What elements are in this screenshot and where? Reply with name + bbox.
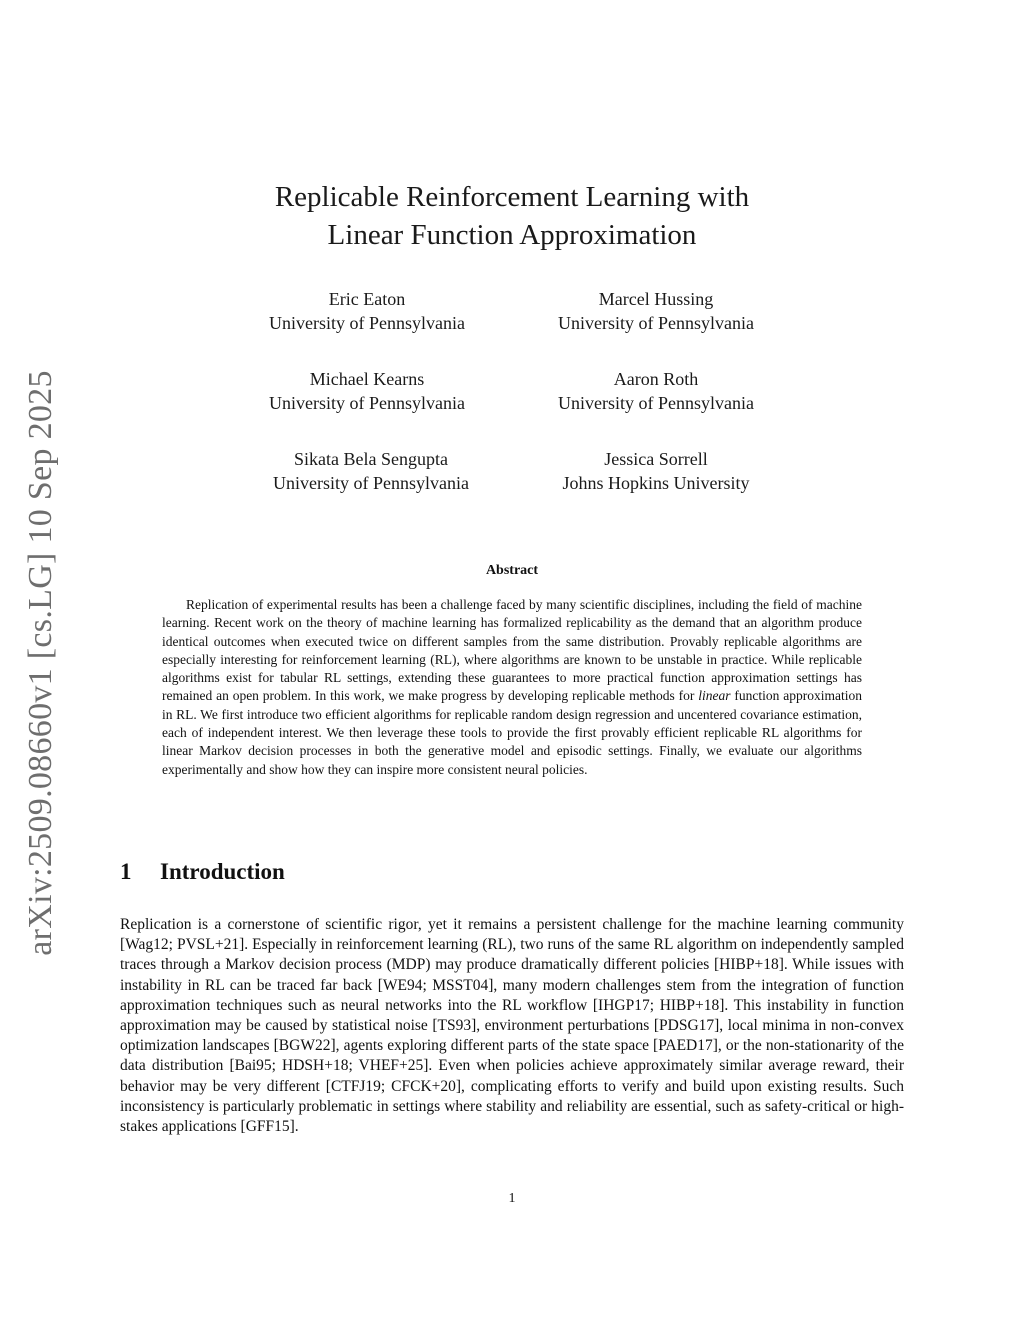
section-heading: [120, 856, 285, 888]
arxiv-identifier-text: arXiv:2509.08660v1 [cs.LG] 10 Sep 2025: [22, 370, 59, 956]
author-affiliation: University of Pennsylvania: [558, 393, 754, 413]
author-name: Eric Eaton: [328, 289, 406, 309]
author-block: [511, 367, 801, 415]
abstract-heading: Abstract: [485, 563, 539, 578]
author-name: Sikata Bela Sengupta: [294, 449, 448, 469]
abstract-text: [162, 596, 862, 779]
introduction-paragraph: Replication is a cornerstone of scientific rigor, yet it remains a persistent challenge for the machine learning community [Wag12; PVSL+21]. Especially in reinforcement learning (RL), two runs of the same RL algorithm on independently sampled traces through a Markov decision process (MDP) may produce dramatically different policies [HIBP+18]. While issues with instability in RL can be traced far back [WE94; MSST04], many modern challenges stem from the integration of function approximation techniques such as neural networks into the RL workflow [IHGP17; HIBP+18]. This instability in function approximation may be caused by statistical noise [TS93], environment perturbations [PDSG17], local minima in non-convex optimization landscapes [BGW22], agents exploring different parts of the state space [PAED17], or the non-stationarity of the data distribution [Bai95; HDSH+18; VHEF+25]. Even when policies achieve approximately similar average reward, their behavior may be very different [CTFJ19; CFCK+20], complicating efforts to verify and build upon existing results. Such inconsistency is particularly problematic in settings where stability and reliability are essential, such as safety-critical or high-stakes applications [GFF15].: [120, 916, 904, 1136]
author-block: [511, 287, 801, 335]
paper-title: [160, 178, 864, 254]
author-block: [222, 367, 512, 415]
author-block: [511, 447, 801, 495]
author-name: Marcel Hussing: [598, 289, 714, 309]
author-affiliation: Johns Hopkins University: [562, 473, 750, 493]
abstract-emphasis: linear: [698, 688, 731, 704]
author-block: [226, 447, 516, 495]
author-block: [222, 287, 512, 335]
section-title: Introduction: [160, 859, 285, 884]
author-affiliation: University of Pennsylvania: [273, 473, 469, 493]
author-affiliation: University of Pennsylvania: [269, 393, 465, 413]
author-name: Aaron Roth: [613, 369, 699, 389]
arxiv-identifier-stamp: [16, 372, 66, 954]
page-number: 1: [508, 1191, 516, 1206]
author-name: Jessica Sorrell: [604, 449, 708, 469]
paper-title-line-1: Replicable Reinforcement Learning with: [274, 181, 750, 213]
author-affiliation: University of Pennsylvania: [558, 313, 754, 333]
abstract-text-part-2: function approximation in RL. We first introduce two efficient algorithms for replicable random design regression and uncentered covariance estimation, each of independent interest. We then leverage these tools to provide the first provably efficient replicable RL algorithms for linear Markov decision processes in both the generative model and episodic settings. Finally, we evaluate our algorithms experimentally and show how they can inspire more consistent neural policies.: [162, 688, 862, 777]
abstract-text-part-1: Replication of experimental results has been a challenge faced by many scientific disciplines, including the field of machine learning. Recent work on the theory of machine learning has formalized replicability as the demand that an algorithm produce identical outcomes when executed twice on different samples from the same distribution. Provably replicable algorithms are especially interesting for reinforcement learning (RL), where algorithms are known to be unstable in practice. While replicable algorithms exist for tabular RL settings, extending these guarantees to more practical function approximation settings has remained an open problem. In this work, we make progress by developing replicable methods for: [162, 597, 862, 704]
section-number: 1: [120, 859, 132, 884]
author-affiliation: University of Pennsylvania: [269, 313, 465, 333]
paper-title-line-2: Linear Function Approximation: [327, 219, 697, 251]
author-name: Michael Kearns: [309, 369, 425, 389]
